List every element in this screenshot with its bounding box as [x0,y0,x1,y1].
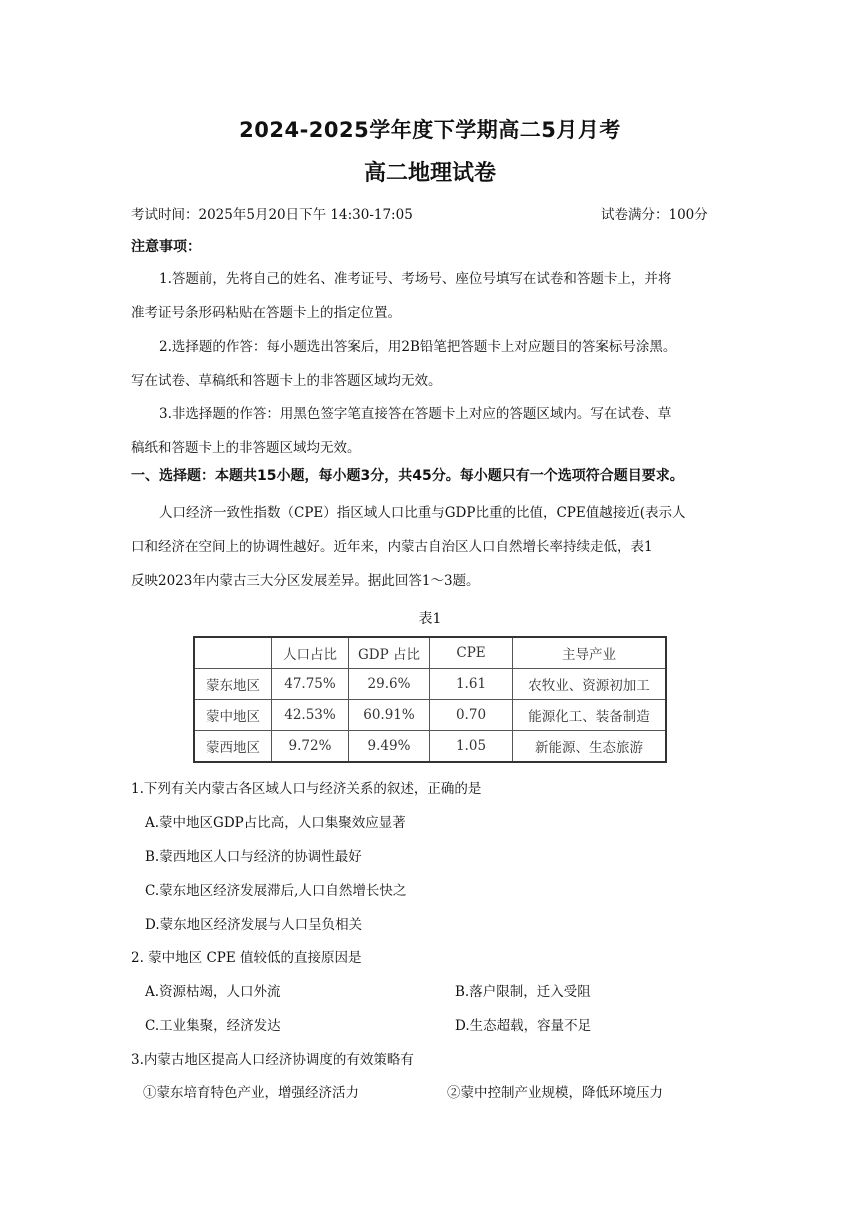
answer-option: B.蒙西地区人口与经济的协调性最好 [145,849,362,865]
answer-option: ①蒙东培育特色产业，增强经济活力 [143,1085,359,1101]
table-cell: 9.72% [272,731,349,763]
table-header-cell: CPE [430,637,513,669]
section-heading: 一、选择题：本题共15小题，每小题3分，共45分。每小题只有一个选项符合题目要求。 [131,468,684,484]
table-header-row [194,637,666,669]
notice-item-line: 2.选择题的作答：每小题选出答案后，用2B铅笔把答题卡上对应题目的答案标号涂黑。 [159,339,677,355]
answer-option: C.蒙东地区经济发展滞后,人口自然增长快之 [145,883,407,899]
intro-line: 反映2023年内蒙古三大分区发展差异。据此回答1～3题。 [131,573,480,589]
notice-item-line: 1.答题前，先将自己的姓名、准考证号、考场号、座位号填写在试卷和答题卡上，并将 [159,271,672,287]
question-stem: 2. 蒙中地区 CPE 值较低的直接原因是 [131,950,362,966]
table-cell: 蒙西地区 [194,731,272,763]
exam-subtitle: 高二地理试卷 [363,161,496,186]
notice-item [131,262,731,330]
table-cell: 农牧业、资源初加工 [513,669,667,700]
answer-option: C.工业集聚，经济发达 [145,1018,281,1034]
data-table [193,636,667,763]
answer-option: B.落户限制，迁入受阻 [455,984,591,1000]
notice-item [131,330,731,398]
notice-item [131,397,731,465]
notice-item-line: 稿纸和答题卡上的非答题区域均无效。 [131,440,361,456]
answer-option: ②蒙中控制产业规模，降低环境压力 [447,1085,663,1101]
table-row [194,669,666,700]
intro-line: 口和经济在空间上的协调性越好。近年来，内蒙古自治区人口自然增长率持续走低，表1 [131,539,653,555]
table-row [194,700,666,731]
notice-item-line: 准考证号条形码粘贴在答题卡上的指定位置。 [131,305,401,321]
table-cell: 60.91% [349,700,430,731]
table-cell: 42.53% [272,700,349,731]
table-header-cell: GDP 占比 [349,637,430,669]
table-cell: 47.75% [272,669,349,700]
table-cell: 1.05 [430,731,513,763]
table-header-cell: 主导产业 [513,637,667,669]
answer-option: D.生态超载，容量不足 [455,1018,592,1034]
table-cell: 9.49% [349,731,430,763]
intro-line: 人口经济一致性指数（CPE）指区域人口比重与GDP比重的比值，CPE值越接近(表示人 [159,505,686,521]
notice-heading: 注意事项： [131,239,201,255]
table-cell: 蒙东地区 [194,669,272,700]
answer-option: A.蒙中地区GDP占比高，人口集聚效应显著 [145,815,406,831]
table-header-cell [194,637,272,669]
exam-title: 2024-2025学年度下学期高二5月月考 [239,118,621,142]
table-cell: 1.61 [430,669,513,700]
table-cell: 0.70 [430,700,513,731]
table-header-cell: 人口占比 [272,637,349,669]
question-stem: 1.下列有关内蒙古各区域人口与经济关系的叙述，正确的是 [131,781,482,797]
table-cell: 29.6% [349,669,430,700]
full-score: 试卷满分：100分 [601,207,708,223]
notice-item-line: 写在试卷、草稿纸和答题卡上的非答题区域均无效。 [131,373,442,389]
table-cell: 能源化工、装备制造 [513,700,667,731]
table-cell: 蒙中地区 [194,700,272,731]
question-stem: 3.内蒙古地区提高人口经济协调度的有效策略有 [131,1052,414,1068]
notice-item-line: 3.非选择题的作答：用黑色签字笔直接答在答题卡上对应的答题区域内。写在试卷、草 [159,406,672,422]
table-cell: 新能源、生态旅游 [513,731,667,763]
answer-option: D.蒙东地区经济发展与人口呈负相关 [145,917,363,933]
table-row [194,731,666,763]
intro-paragraph [131,496,731,598]
answer-option: A.资源枯竭，人口外流 [145,984,281,1000]
exam-time: 考试时间：2025年5月20日下午 14:30-17:05 [131,207,413,223]
table-caption: 表1 [418,611,442,627]
